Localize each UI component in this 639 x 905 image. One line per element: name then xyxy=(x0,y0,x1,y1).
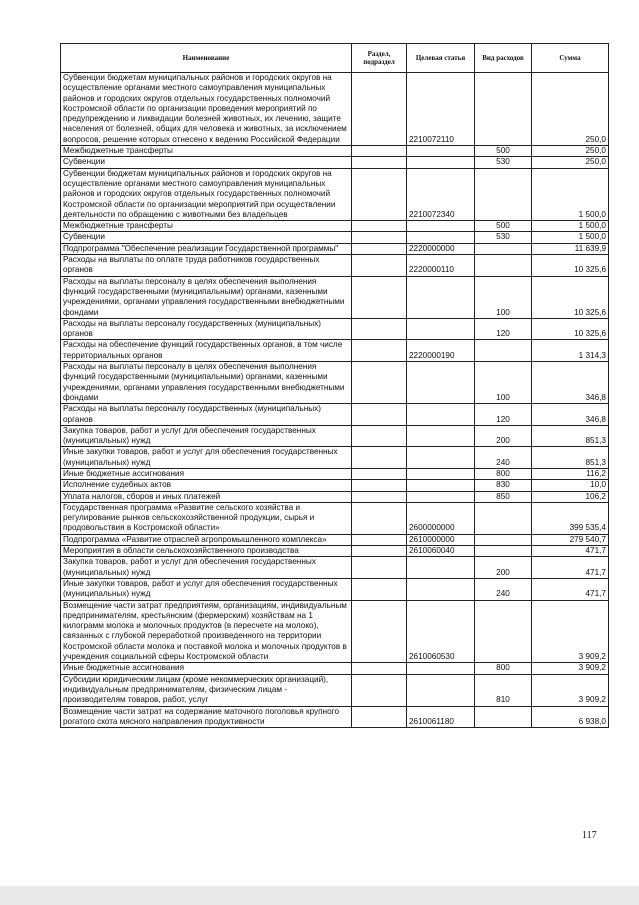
table-row xyxy=(61,674,609,706)
table-row xyxy=(61,491,609,502)
cell-section xyxy=(352,663,407,674)
cell-code: 2220000000 xyxy=(407,243,475,254)
cell-code: 2610000000 xyxy=(407,534,475,545)
cell-code: 2210072110 xyxy=(407,73,475,146)
cell-name: Уплата налогов, сборов и иных платежей xyxy=(61,491,352,502)
scan-edge xyxy=(0,886,639,905)
cell-sum: 346,8 xyxy=(532,404,609,426)
cell-exp: 200 xyxy=(475,557,532,579)
cell-exp: 800 xyxy=(475,468,532,479)
cell-exp xyxy=(475,502,532,534)
cell-sum: 471,7 xyxy=(532,578,609,600)
cell-exp: 530 xyxy=(475,232,532,243)
cell-section xyxy=(352,146,407,157)
cell-exp: 500 xyxy=(475,221,532,232)
cell-name: Субвенции бюджетам муниципальных районов и городских округов на осуществление органами местного самоуправления муниципальных районов и городских округов отдельных государственных полномочий Костромской области по организации проведения мероприятий по предупреждению и ликвидации болезней животных, их лечению, защите населения от болезней, общих для человека и животных, за исключением вопросов, решение которых отнесено к ведению Российской Федерации xyxy=(61,73,352,146)
cell-sum: 10,0 xyxy=(532,480,609,491)
cell-exp: 240 xyxy=(475,447,532,469)
cell-section xyxy=(352,73,407,146)
table-row xyxy=(61,468,609,479)
cell-sum: 346,8 xyxy=(532,362,609,404)
table-row xyxy=(61,578,609,600)
cell-code: 2220000190 xyxy=(407,340,475,362)
cell-sum: 11 639,9 xyxy=(532,243,609,254)
table-row xyxy=(61,546,609,557)
table-row xyxy=(61,157,609,168)
table-row xyxy=(61,502,609,534)
cell-sum: 1 500,0 xyxy=(532,232,609,243)
cell-sum: 279 540,7 xyxy=(532,534,609,545)
cell-sum: 3 909,2 xyxy=(532,663,609,674)
cell-name: Подпрограмма «Развитие отраслей агропромышленного комплекса» xyxy=(61,534,352,545)
cell-sum: 3 909,2 xyxy=(532,600,609,663)
cell-exp xyxy=(475,73,532,146)
cell-section xyxy=(352,578,407,600)
cell-exp xyxy=(475,706,532,728)
cell-exp: 830 xyxy=(475,480,532,491)
cell-name: Закупка товаров, работ и услуг для обеспечения государственных (муниципальных) нужд xyxy=(61,557,352,579)
cell-name: Закупка товаров, работ и услуг для обеспечения государственных (муниципальных) нужд xyxy=(61,425,352,447)
cell-code xyxy=(407,146,475,157)
cell-section xyxy=(352,600,407,663)
table-row xyxy=(61,706,609,728)
cell-name: Расходы на выплаты персоналу государственных (муниципальных) органов xyxy=(61,318,352,340)
cell-code xyxy=(407,578,475,600)
cell-exp: 100 xyxy=(475,276,532,318)
cell-sum: 250,0 xyxy=(532,146,609,157)
budget-table xyxy=(60,43,609,728)
cell-exp: 200 xyxy=(475,425,532,447)
cell-section xyxy=(352,468,407,479)
page-number: 117 xyxy=(582,830,597,841)
cell-exp: 800 xyxy=(475,663,532,674)
table-header-row xyxy=(61,44,609,73)
table-row xyxy=(61,534,609,545)
cell-section xyxy=(352,447,407,469)
cell-name: Субвенции xyxy=(61,232,352,243)
cell-section xyxy=(352,255,407,277)
cell-name: Межбюджетные трансферты xyxy=(61,146,352,157)
cell-sum: 250,0 xyxy=(532,157,609,168)
cell-exp xyxy=(475,600,532,663)
cell-exp xyxy=(475,340,532,362)
cell-exp: 530 xyxy=(475,157,532,168)
cell-name: Иные бюджетные ассигнования xyxy=(61,663,352,674)
cell-sum: 10 325,6 xyxy=(532,318,609,340)
cell-sum: 1 500,0 xyxy=(532,168,609,220)
cell-exp: 120 xyxy=(475,404,532,426)
cell-sum: 10 325,6 xyxy=(532,276,609,318)
cell-section xyxy=(352,168,407,220)
cell-code xyxy=(407,362,475,404)
cell-name: Подпрограмма "Обеспечение реализации Государственной программы" xyxy=(61,243,352,254)
cell-section xyxy=(352,491,407,502)
cell-section xyxy=(352,318,407,340)
cell-code xyxy=(407,557,475,579)
cell-exp: 120 xyxy=(475,318,532,340)
table-row xyxy=(61,557,609,579)
cell-name: Субвенции xyxy=(61,157,352,168)
cell-sum: 851,3 xyxy=(532,447,609,469)
cell-name: Иные бюджетные ассигнования xyxy=(61,468,352,479)
cell-section xyxy=(352,706,407,728)
table-row xyxy=(61,663,609,674)
cell-name: Исполнение судебных актов xyxy=(61,480,352,491)
cell-name: Субсидии юридическим лицам (кроме некоммерческих организаций), индивидуальным предпринимателям, физическим лицам - производителям товаров, работ, услуг xyxy=(61,674,352,706)
cell-section xyxy=(352,340,407,362)
cell-section xyxy=(352,157,407,168)
cell-exp: 240 xyxy=(475,578,532,600)
cell-exp: 850 xyxy=(475,491,532,502)
cell-name: Возмещение части затрат на содержание маточного поголовья крупного рогатого скота мясного направления продуктивности xyxy=(61,706,352,728)
cell-name: Возмещение части затрат предприятиям, организациям, индивидуальным предпринимателям, крестьянским (фермерским) хозяйствам на 1 килограмм молока и молочных продуктов (в пересчете на молоко), связанных с глубокой переработкой произведенного на территории Костромской области молока и поставкой молока и молочных продуктов в учреждения социальной сферы Костромской области xyxy=(61,600,352,663)
cell-name: Субвенции бюджетам муниципальных районов и городских округов на осуществление органами местного самоуправления муниципальных районов и городских округов отдельных государственных полномочий Костромской области по организации мероприятий при осуществлении деятельности по обращению с животными без владельцев xyxy=(61,168,352,220)
cell-code: 2220000110 xyxy=(407,255,475,277)
cell-section xyxy=(352,546,407,557)
cell-sum: 6 938,0 xyxy=(532,706,609,728)
table-row xyxy=(61,318,609,340)
cell-sum: 106,2 xyxy=(532,491,609,502)
table-row xyxy=(61,480,609,491)
cell-section xyxy=(352,502,407,534)
cell-section xyxy=(352,480,407,491)
cell-code xyxy=(407,674,475,706)
cell-name: Расходы на обеспечение функций государственных органов, в том числе территориальных органов xyxy=(61,340,352,362)
table-row xyxy=(61,232,609,243)
cell-sum: 471,7 xyxy=(532,557,609,579)
cell-code xyxy=(407,468,475,479)
cell-code: 2610061180 xyxy=(407,706,475,728)
cell-section xyxy=(352,243,407,254)
table-row xyxy=(61,221,609,232)
header-amount: Сумма xyxy=(532,44,609,73)
header-name: Наименование xyxy=(61,44,352,73)
cell-exp xyxy=(475,255,532,277)
table-row xyxy=(61,276,609,318)
header-target: Целевая статья xyxy=(407,44,475,73)
table-row xyxy=(61,425,609,447)
cell-section xyxy=(352,276,407,318)
cell-section xyxy=(352,557,407,579)
cell-sum: 250,0 xyxy=(532,73,609,146)
table-row xyxy=(61,168,609,220)
cell-code xyxy=(407,157,475,168)
cell-exp xyxy=(475,546,532,557)
cell-code xyxy=(407,221,475,232)
cell-section xyxy=(352,221,407,232)
cell-section xyxy=(352,232,407,243)
header-exp-type: Вид расходов xyxy=(475,44,532,73)
cell-name: Межбюджетные трансферты xyxy=(61,221,352,232)
cell-sum: 471,7 xyxy=(532,546,609,557)
table-row xyxy=(61,243,609,254)
cell-code xyxy=(407,447,475,469)
cell-name: Иные закупки товаров, работ и услуг для обеспечения государственных (муниципальных) нужд xyxy=(61,578,352,600)
table-row xyxy=(61,600,609,663)
cell-code: 2610060040 xyxy=(407,546,475,557)
cell-exp xyxy=(475,168,532,220)
cell-exp: 500 xyxy=(475,146,532,157)
table-row xyxy=(61,73,609,146)
cell-name: Расходы на выплаты персоналу в целях обеспечения выполнения функций государственными (муниципальными) органами, казенными учреждениями, органами управления государственными внебюджетными фондами xyxy=(61,276,352,318)
table-row xyxy=(61,362,609,404)
cell-section xyxy=(352,404,407,426)
cell-exp xyxy=(475,243,532,254)
cell-sum: 3 909,2 xyxy=(532,674,609,706)
cell-code xyxy=(407,663,475,674)
cell-sum: 10 325,6 xyxy=(532,255,609,277)
cell-code xyxy=(407,425,475,447)
cell-name: Иные закупки товаров, работ и услуг для обеспечения государственных (муниципальных) нужд xyxy=(61,447,352,469)
cell-name: Мероприятия в области сельскохозяйственного производства xyxy=(61,546,352,557)
cell-exp: 100 xyxy=(475,362,532,404)
cell-sum: 116,2 xyxy=(532,468,609,479)
cell-section xyxy=(352,425,407,447)
cell-code xyxy=(407,491,475,502)
table-row xyxy=(61,146,609,157)
table-row xyxy=(61,340,609,362)
cell-sum: 851,3 xyxy=(532,425,609,447)
cell-name: Расходы на выплаты персоналу государственных (муниципальных) органов xyxy=(61,404,352,426)
cell-section xyxy=(352,362,407,404)
cell-exp xyxy=(475,534,532,545)
cell-sum: 399 535,4 xyxy=(532,502,609,534)
cell-code: 2210072340 xyxy=(407,168,475,220)
cell-code xyxy=(407,404,475,426)
cell-sum: 1 314,3 xyxy=(532,340,609,362)
cell-name: Расходы на выплаты по оплате труда работников государственных органов xyxy=(61,255,352,277)
cell-code xyxy=(407,480,475,491)
table-row xyxy=(61,447,609,469)
table-row xyxy=(61,255,609,277)
cell-code: 2600000000 xyxy=(407,502,475,534)
cell-code xyxy=(407,318,475,340)
cell-exp: 810 xyxy=(475,674,532,706)
cell-code xyxy=(407,276,475,318)
cell-name: Государственная программа «Развитие сельского хозяйства и регулирование рынков сельскохозяйственной продукции, сырья и продовольствия в Костромской области» xyxy=(61,502,352,534)
cell-section xyxy=(352,534,407,545)
cell-section xyxy=(352,674,407,706)
table-row xyxy=(61,404,609,426)
cell-sum: 1 500,0 xyxy=(532,221,609,232)
cell-code xyxy=(407,232,475,243)
cell-name: Расходы на выплаты персоналу в целях обеспечения выполнения функций государственными (муниципальными) органами, казенными учреждениями, органами управления государственными внебюджетными фондами xyxy=(61,362,352,404)
cell-code: 2610060530 xyxy=(407,600,475,663)
header-section: Раздел, подраздел xyxy=(352,44,407,73)
